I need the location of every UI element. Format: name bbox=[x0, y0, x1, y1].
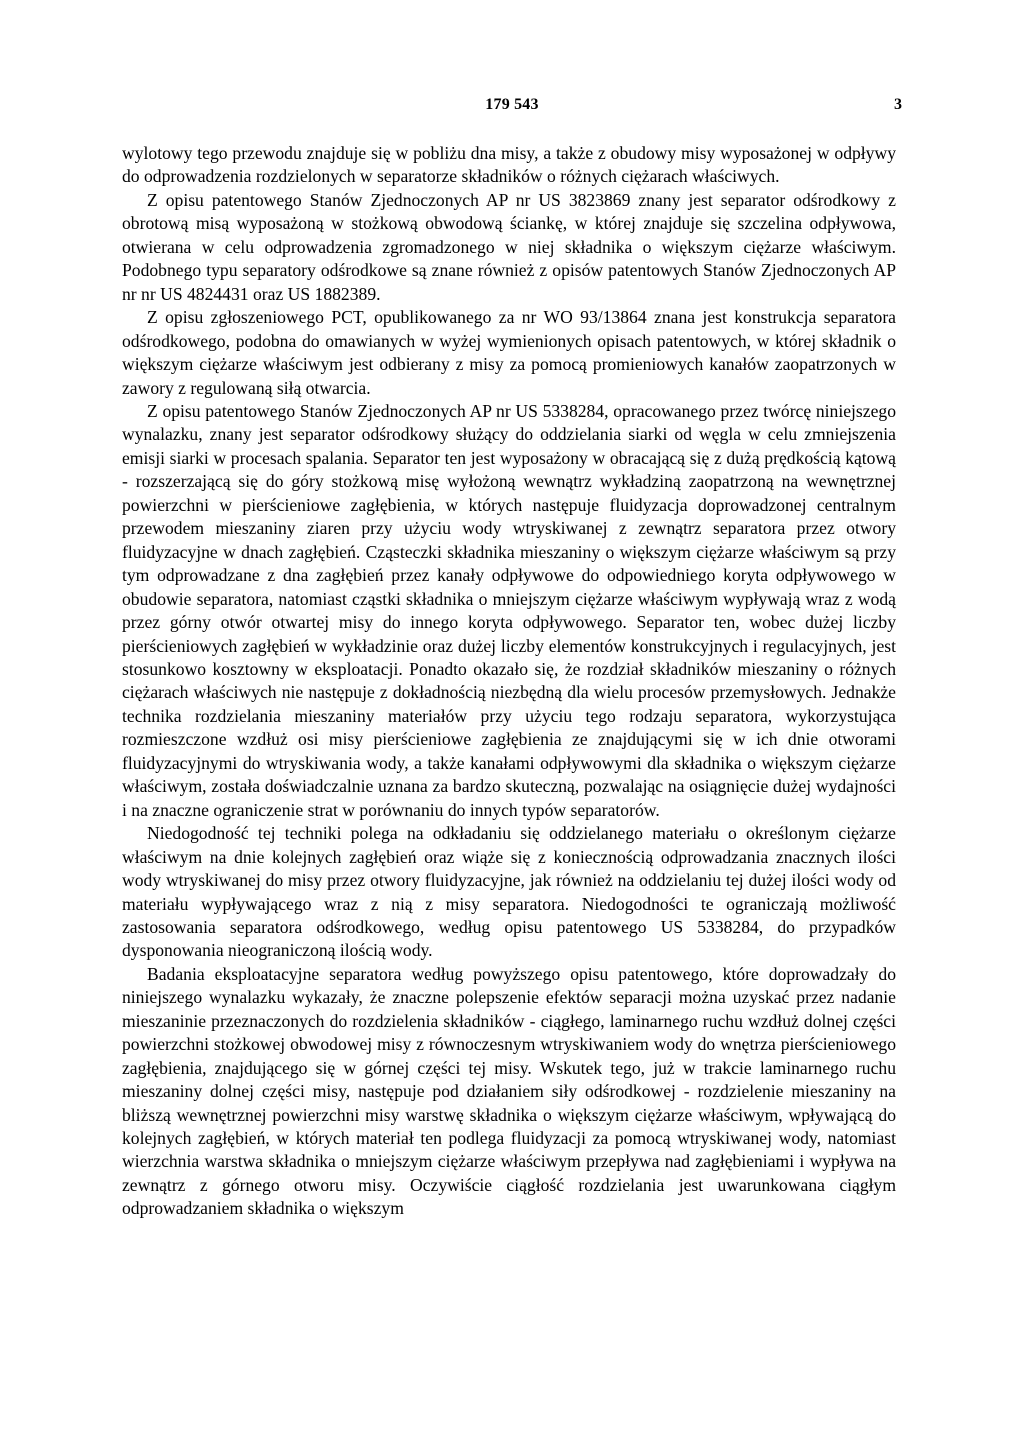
paragraph-pct-wo9313864: Z opisu zgłoszeniowego PCT, opublikowanego za nr WO 93/13864 znana jest konstrukcja separatora odśrodkowego, podobna do omawianych w wyżej wymienionych opisach patentowych, w której składnik o większym ciężarze właściwym jest odbierany z misy za pomocą promieniowych kanałów zaopatrzonych w zawory z regulowaną siłą otwarcia. bbox=[122, 307, 896, 398]
paragraph-us3823869: Z opisu patentowego Stanów Zjednoczonych AP nr US 3823869 znany jest separator odśrodkowy z obrotową misą wyposażoną w stożkową obwodową ściankę, w której znajduje się szczelina odpływowa, otwierana w celu odprowadzenia zgromadzonego w niej składnika o większym ciężarze właściwym. Podobnego typu separatory odśrodkowe są znane również z opisów patentowych Stanów Zjednoczonych AP nr nr US 4824431 oraz US 1882389. bbox=[122, 189, 896, 304]
paragraph-drawbacks: Niedogodność tej techniki polega na odkładaniu się oddzielanego materiału o określonym ciężarze właściwym na dnie kolejnych zagłębień oraz wiąże się z koniecznością odprowadzania znacznych ilości wody wtryskiwanej do misy przez otwory fluidyzacyjne, jak również na oddzielaniu tej dużej ilości wody od materiału wypływającego wraz z nią z misy separatora. Niedogodności te ograniczają możliwość zastosowania separatora odśrodkowego, według opisu patentowego US 5338284, do przypadków dysponowania nieograniczoną ilością wody. bbox=[122, 823, 896, 961]
paragraph-us5338284: Z opisu patentowego Stanów Zjednoczonych AP nr US 5338284, opracowanego przez twórcę niniejszego wynalazku, znany jest separator odśrodkowy służący do oddzielania siarki od węgla w celu zmniejszenia emisji siarki w procesach spalania. Separator ten jest wyposażony w obracającą się z dużą prędkością kątową - rozszerzającą się do góry stożkową misę wyłożoną wewnątrz wykładziną zaopatrzoną na wewnętrznej powierzchni w pierścieniowe zagłębienia, w których następuje fluidyzacja doprowadzonej centralnym przewodem mieszaniny ziaren przy użyciu wody wtryskiwanej z zewnątrz separatora przez otwory fluidyzacyjne w dnach zagłębień. Cząsteczki składnika mieszaniny o większym ciężarze właściwym są przy tym odprowadzane z dna zagłębień przez kanały odpływowe do odpowiedniego koryta odpływowego w obudowie separatora, natomiast cząstki składnika o mniejszym ciężarze właściwym wypływają wraz z wodą przez górny otwór otwartej misy do innego koryta odpływowego. Separator ten, wobec dużej liczby pierścieniowych zagłębień w wykładzinie oraz dużej liczby elementów konstrukcyjnych i regulacyjnych, jest stosunkowo kosztowny w eksploatacji. Ponadto okazało się, że rozdział składników mieszaniny o różnych ciężarach właściwych nie następuje z dokładnością niezbędną dla wielu procesów przemysłowych. Jednakże technika rozdzielania mieszaniny materiałów przy użyciu tego rodzaju separatora, wykorzystująca rozmieszczone wzdłuż osi misy pierścieniowe zagłębienia ze znajdującymi się w ich dnie otworami fluidyzacyjnymi do wtryskiwania wody, a także kanałami odpływowymi dla składnika o większym ciężarze właściwym, została doświadczalnie uznana za bardzo skuteczną, pozwalając na osiągnięcie dużej wydajności i na znaczne ograniczenie strat w porównaniu do innych typów separatorów. bbox=[122, 400, 896, 820]
paragraph-research-findings: Badania eksploatacyjne separatora według powyższego opisu patentowego, które doprowadzały do niniejszego wynalazku wykazały, że znaczne polepszenie efektów separacji można uzyskać przez nadanie mieszaninie przeznaczonych do rozdzielenia składników - ciągłego, laminarnego ruchu wzdłuż dolnej części powierzchni stożkowej obwodowej misy z równoczesnym wtryskiwaniem wody do wnętrza pierścieniowego zagłębienia, znajdującego się w górnej części tej misy. Wskutek tego, już w trakcie laminarnego ruchu mieszaniny dolnej części misy, następuje pod działaniem siły odśrodkowej - rozdzielenie mieszaniny na bliższą wewnętrznej powierzchni misy warstwę składnika o większym ciężarze właściwym, wpływającą do kolejnych zagłębień, w których materiał ten podlega fluidyzacji za pomocą wtryskiwanej wody, natomiast wierzchnia warstwa składnika o mniejszym ciężarze właściwym przepływa nad zagłębieniami i wypływa na zewnątrz z górnego otworu misy. Oczywiście ciągłość rozdzielania jest uwarunkowana ciągłym odprowadzaniem składnika o większym bbox=[122, 963, 896, 1219]
page-header bbox=[122, 96, 902, 120]
document-body bbox=[122, 142, 896, 1221]
patent-number: 179 543 bbox=[485, 96, 539, 113]
paragraph-continuation: wylotowy tego przewodu znajduje się w pobliżu dna misy, a także z obudowy misy wyposażonej w odpływy do odprowadzenia rozdzielonych w separatorze składników o różnych ciężarach właściwych. bbox=[122, 143, 896, 187]
page-number: 3 bbox=[894, 96, 902, 113]
